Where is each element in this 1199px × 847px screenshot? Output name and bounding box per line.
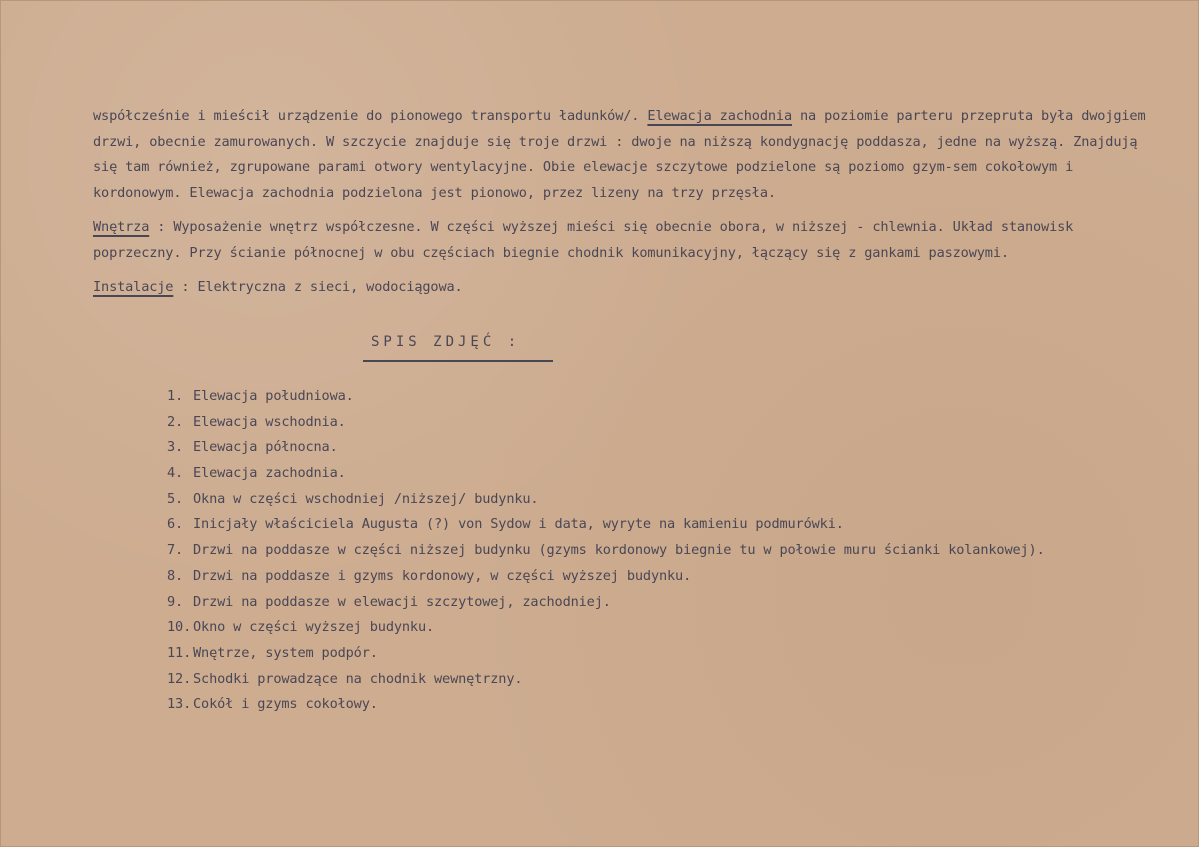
paragraph-elevations [93, 104, 1153, 206]
section-label-interiors: Wnętrza [93, 219, 150, 235]
photo-number: 8. [167, 567, 184, 584]
photo-list-item [167, 435, 1045, 461]
photo-caption: Schodki prowadzące na chodnik wewnętrzny. [193, 670, 523, 687]
photo-list-item [167, 615, 1045, 641]
photo-list-item [167, 692, 1045, 718]
photo-list-item [167, 590, 1045, 616]
photo-caption: Okno w części wyższej budynku. [193, 619, 435, 636]
photo-caption: Drzwi na poddasze w części niższej budynku (gzyms kordonowy biegnie tu w połowie muru ścianki kolankowej). [193, 542, 1045, 559]
body-text [93, 104, 1153, 310]
photo-number: 9. [167, 593, 184, 610]
photo-caption: Drzwi na poddasze w elewacji szczytowej, zachodniej. [193, 593, 611, 610]
photo-list-item [167, 667, 1045, 693]
photo-number: 13. [167, 696, 192, 713]
photo-caption: Wnętrze, system podpór. [193, 644, 378, 661]
photo-caption: Elewacja południowa. [193, 388, 354, 404]
photo-number: 6. [167, 516, 184, 533]
photo-list-item [167, 641, 1045, 667]
photo-list-item [167, 512, 1045, 538]
paragraph-text-end: na poziomie parteru przepruta była dwojgiem drzwi, obecnie zamurowanych. W szczycie znajduje się troje drzwi : dwoje na niższą kondygnację poddasza, jedne na wyższą. Znajdują się tam również, zgrupowane parami otwory wentylacyjne. Obie elewacje szczytowe podzielone są poziomo gzym-sem cokołowym i kordonowym. Elewacja zachodnia podzielona jest pionowo, przez lizeny na trzy przęsła. [93, 108, 1146, 201]
photo-caption: Okna w części wschodniej /niższej/ budynku. [193, 490, 539, 507]
photo-caption: Drzwi na poddasze i gzyms kordonowy, w części wyższej budynku. [193, 567, 692, 584]
photo-list-item [167, 487, 1045, 513]
paragraph-installations [93, 275, 1153, 301]
photo-number: 3. [167, 439, 184, 456]
photo-number: 10. [167, 619, 192, 636]
photo-list-item [167, 564, 1045, 590]
photo-list-item [167, 538, 1045, 564]
paragraph-interiors [93, 215, 1153, 266]
section-label-installations: Instalacje [93, 279, 174, 295]
photo-list-item [167, 461, 1045, 487]
photo-list-item [167, 384, 1045, 410]
underlined-term-west-elevation: Elewacja zachodnia [647, 108, 792, 124]
photo-caption: Elewacja północna. [193, 439, 338, 456]
photo-number: 7. [167, 542, 184, 559]
photo-list [167, 384, 1045, 718]
photo-number: 2. [167, 413, 184, 430]
photo-number: 1. [167, 388, 184, 404]
paragraph-text-interiors: : Wyposażenie wnętrz współczesne. W części wyższej mieści się obecnie obora, w niższej - chlewnia. Układ stanowisk poprzeczny. Przy ścianie północnej w obu częściach biegnie chodnik komunikacyjny, łączący się z gankami paszowymi. [93, 219, 1074, 261]
photo-caption: Elewacja wschodnia. [193, 413, 346, 430]
photo-number: 5. [167, 490, 184, 507]
paragraph-text-installations: : Elektryczna z sieci, wodociągowa. [173, 279, 463, 295]
photo-caption: Inicjały właściciela Augusta (?) von Sydow i data, wyryte na kamieniu podmurówki. [193, 516, 844, 533]
photo-caption: Cokół i gzyms cokołowy. [193, 696, 378, 713]
photo-number: 12. [167, 670, 192, 687]
photo-caption: Elewacja zachodnia. [193, 465, 346, 482]
photo-number: 4. [167, 465, 184, 482]
photo-number: 11. [167, 644, 192, 661]
paragraph-text-start: współcześnie i mieścił urządzenie do pionowego transportu ładunków/. [93, 108, 648, 124]
photo-list-item [167, 410, 1045, 436]
photo-list-heading: SPIS ZDJĘĆ : [363, 334, 553, 362]
